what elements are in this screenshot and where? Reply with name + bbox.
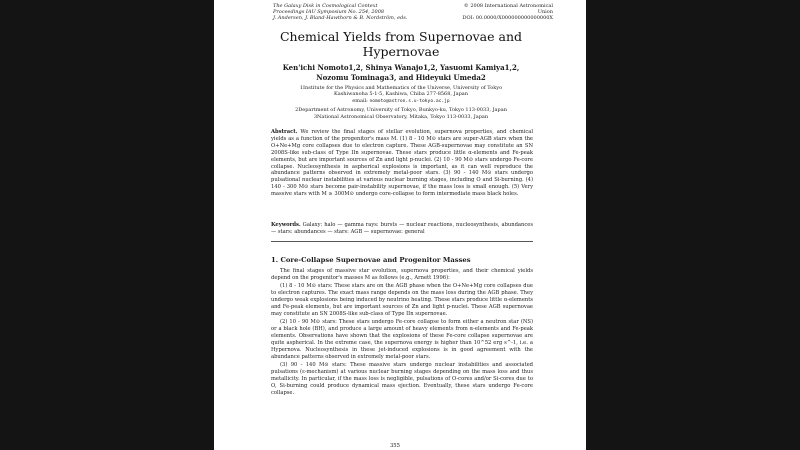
body-paragraph: The final stages of massive star evolution, supernova properties, and their chemical yields depend on the progenitor's masses M as follows (e.g., Arnett 1996): — [271, 268, 533, 281]
keywords-text: Galaxy: halo — gamma rays: bursts — nuclear reactions, nucleosynthesis, abundances — stars: abundances — stars: AGB — supernovae: general — [271, 222, 533, 235]
copyright-header: © 2008 International Astronomical Union DOI: 00.0000/X000000000000000X — [462, 3, 553, 21]
abstract-text: We review the final stages of stellar evolution, supernova properties, and chemical yields as a function of the progenitor's mass M. (1) 8 - 10 M⊙ stars are super-AGB stars when the O+Ne+Mg core collapses due to electron capture. These AGB-supernovae may constitute an SN 2008S-like sub-class of Type IIn supernovae. These stars produce little α-elements and Fe-peak elements, but are important sources of Zn and light p-nuclei. (2) 10 - 90 M⊙ stars undergo Fe-core collapse. Nucleosynthesis in aspherical explosions is important, as it can well reproduce the abundance patterns observed in extremely metal-poor stars. (3) 90 - 140 M⊙ stars undergo pulsational nuclear instabilities at various nuclear burning stages, including O and Si-burning. (4) 140 - 300 M⊙ stars become pair-instability supernovae, if the mass loss is small enough. (5) Very massive stars with M ≳ 300M⊙ undergo core-collapse to form intermediate mass black holes. — [271, 129, 533, 198]
proceedings-header: The Galaxy Disk in Cosmological Context Proceedings IAU Symposium No. 254, 2008 J. Andersen, J. Bland-Hawthorn & B. Nordström, eds. — [273, 3, 408, 21]
affiliation-1: 1Institute for the Physics and Mathematics of the Universe, University of Tokyo Kashiwanoha 5-1-5, Kashiwa, Chiba 277-8568, Japan email: nomoto@astron.s.u-tokyo.ac.jp — [276, 85, 526, 105]
keywords — [271, 222, 533, 236]
page-number: 355 — [390, 443, 400, 449]
body-paragraph: (2) 10 - 90 M⊙ stars: These stars undergo Fe-core collapse to form either a neutron star (NS) or a black hole (BH), and produce a large amount of heavy elements from α-elements and Fe-peak elements. Observations have shown that the explosions of these Fe-core collapse supernovae are quite aspherical. In the extreme case, the supernova energy is higher than 10^52 erg s^-1, i.e. a Hypernova. Nucleosynthesis in these jet-induced explosions is in good agreement with the abundance patterns observed in extremely metal-poor stars. — [271, 319, 533, 360]
abstract — [271, 129, 533, 198]
body-paragraph: (1) 8 - 10 M⊙ stars: These stars are on the AGB phase when the O+Ne+Mg core collapses due to electron captures. The exact mass range depends on the mass loss during the AGB phase. They undergo weak explosions being induced by neutrino heating. These stars produce little α-elements and Fe-peak elements, but are important sources of Zn and light p-nuclei. These AGB supernovae may constitute an SN 2008S-like sub-class of Type IIn supernovae. — [271, 283, 533, 317]
paper-title: Chemical Yields from Supernovae and Hypernovae — [279, 29, 522, 59]
abstract-label: Abstract. — [271, 129, 298, 135]
affiliation-2: 2Department of Astronomy, University of Tokyo, Bunkyo-ku, Tokyo 113-0033, Japan — [295, 107, 507, 113]
section-divider — [271, 241, 533, 242]
author-email[interactable]: email: nomoto@astron.s.u-tokyo.ac.jp — [352, 97, 450, 104]
keywords-label: Keywords. — [271, 222, 301, 228]
section-heading: 1. Core-Collapse Supernovae and Progenitor Masses — [271, 256, 471, 264]
affiliation-3: 3National Astronomical Observatory, Mitaka, Tokyo 113-0033, Japan — [313, 114, 489, 120]
section-body — [271, 268, 533, 398]
paper-page — [214, 0, 586, 450]
author-list: Ken'ichi Nomoto1,2, Shinya Wanajo1,2, Yasuomi Kamiya1,2, Nozomu Tominaga3, and Hideyuki Umeda2 — [282, 63, 520, 82]
body-paragraph: (3) 90 - 140 M⊙ stars: These massive stars undergo nuclear instabilities and associated pulsations (ε-mechanism) at various nuclear burning stages depending on the mass loss and thus metallicity. In particular, if the mass loss is negligible, pulsations of O-cores and/or Si-cores due to O, Si-burning could produce dynamical mass ejection. Eventually, these stars undergo Fe-core collapse. — [271, 362, 533, 396]
